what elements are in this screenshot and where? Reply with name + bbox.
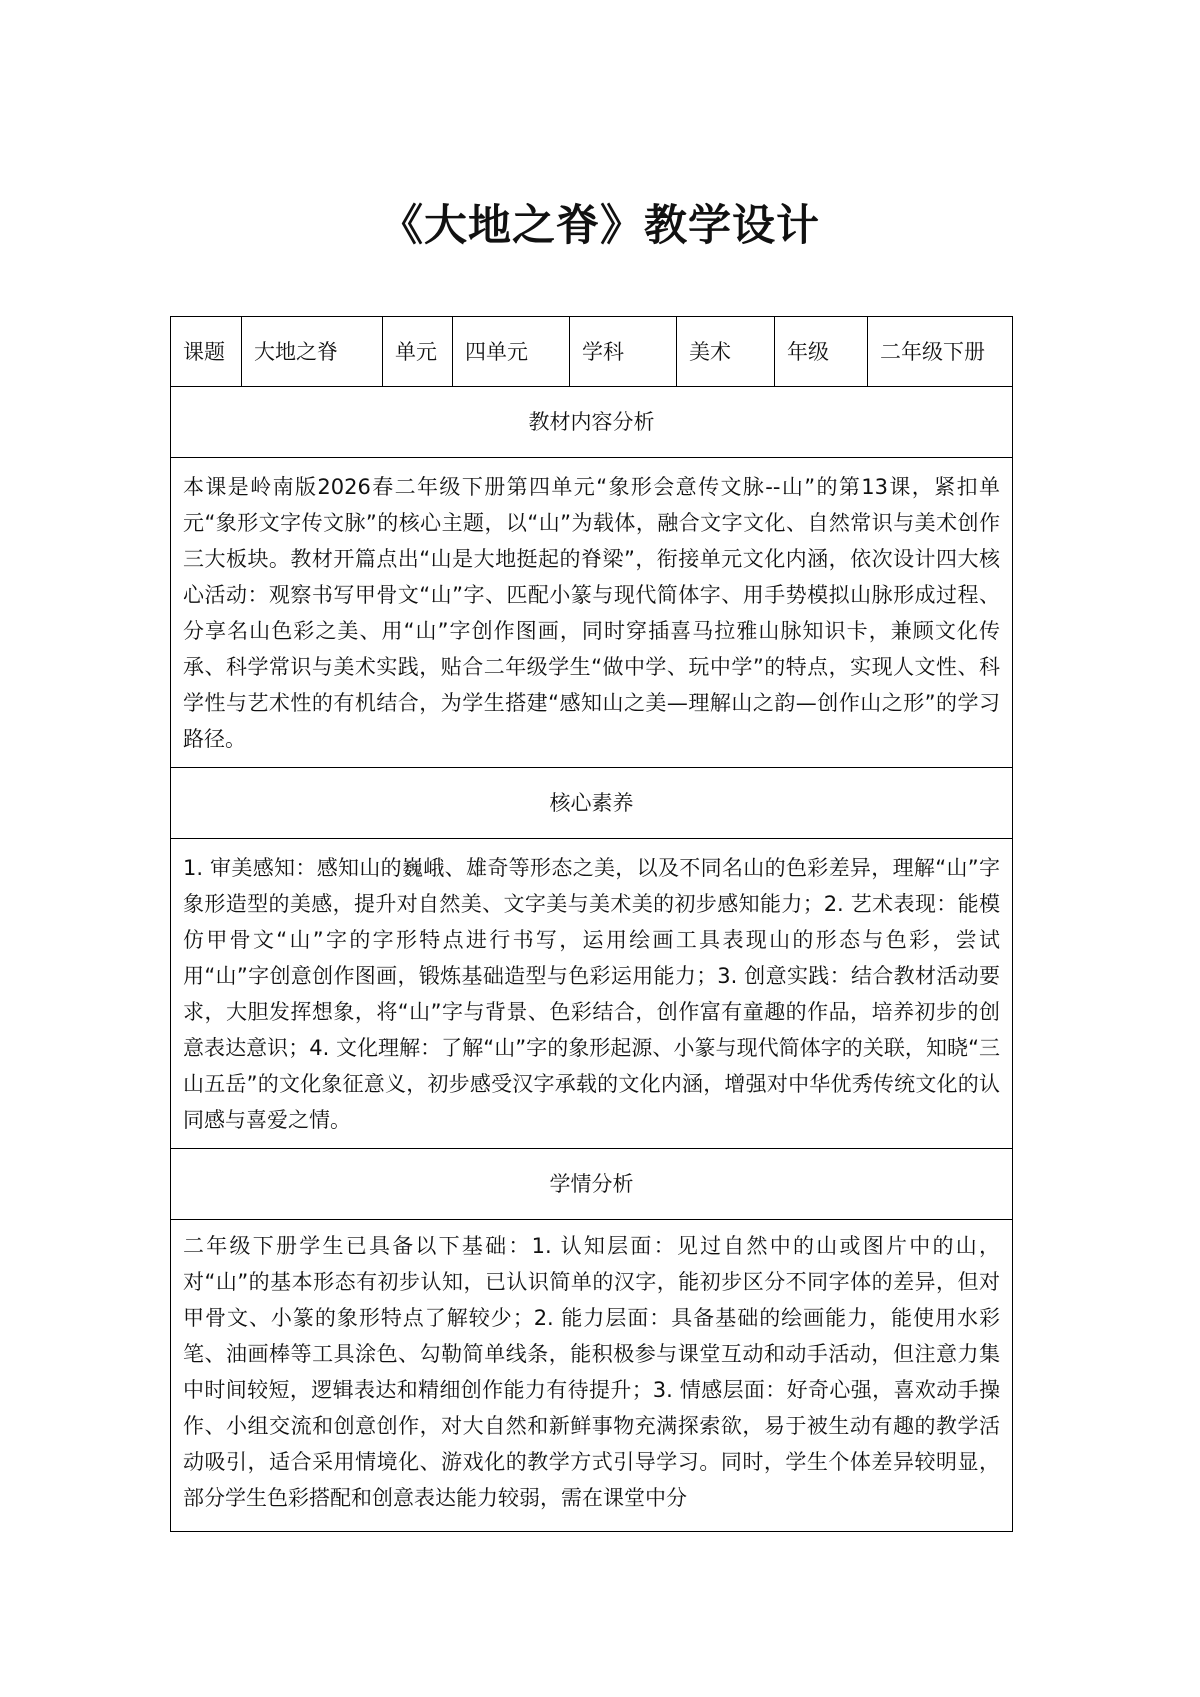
section-header-textbook-analysis <box>171 387 1013 458</box>
subject-value: 美术 <box>677 317 775 387</box>
grade-label: 年级 <box>775 317 868 387</box>
section-body-student-analysis <box>171 1220 1013 1532</box>
unit-label: 单元 <box>383 317 453 387</box>
unit-value: 四单元 <box>453 317 570 387</box>
section-text: 本课是岭南版2026春二年级下册第四单元“象形会意传文脉--山”的第13课，紧扣单元“象形文字传文脉”的核心主题，以“山”为载体，融合文字文化、自然常识与美术创作三大板块。教材开篇点出“山是大地挺起的脊梁”，衔接单元文化内涵，依次设计四大核心活动：观察书写甲骨文“山”字、匹配小篆与现代简体字、用手势模拟山脉形成过程、分享名山色彩之美、用“山”字创作图画，同时穿插喜马拉雅山脉知识卡，兼顾文化传承、科学常识与美术实践，贴合二年级学生“做中学、玩中学”的特点，实现人文性、科学性与艺术性的有机结合，为学生搭建“感知山之美—理解山之韵—创作山之形”的学习路径。 <box>171 458 1013 768</box>
topic-value: 大地之脊 <box>242 317 383 387</box>
section-text: 1. 审美感知：感知山的巍峨、雄奇等形态之美，以及不同名山的色彩差异，理解“山”字象形造型的美感，提升对自然美、文字美与美术美的初步感知能力；2. 艺术表现：能模仿甲骨文“山”字的字形特点进行书写，运用绘画工具表现山的形态与色彩，尝试用“山”字创意创作图画，锻炼基础造型与色彩运用能力；3. 创意实践：结合教材活动要求，大胆发挥想象，将“山”字与背景、色彩结合，创作富有童趣的作品，培养初步的创意表达意识；4. 文化理解：了解“山”字的象形起源、小篆与现代简体字的关联，知晓“三山五岳”的文化象征意义，初步感受汉字承载的文化内涵，增强对中华优秀传统文化的认同感与喜爱之情。 <box>171 839 1013 1149</box>
section-body-textbook-analysis <box>171 458 1013 768</box>
section-heading: 核心素养 <box>171 768 1013 839</box>
lesson-plan-table <box>170 316 1013 1532</box>
section-heading: 学情分析 <box>171 1149 1013 1220</box>
grade-value: 二年级下册 <box>868 317 1013 387</box>
topic-label: 课题 <box>171 317 242 387</box>
subject-label: 学科 <box>570 317 677 387</box>
page-title: 《大地之脊》教学设计 <box>380 201 820 251</box>
section-header-student-analysis <box>171 1149 1013 1220</box>
meta-row <box>171 317 1013 387</box>
section-text: 二年级下册学生已具备以下基础：1. 认知层面：见过自然中的山或图片中的山，对“山”的基本形态有初步认知，已认识简单的汉字，能初步区分不同字体的差异，但对甲骨文、小篆的象形特点了解较少；2. 能力层面：具备基础的绘画能力，能使用水彩笔、油画棒等工具涂色、勾勒简单线条，能积极参与课堂互动和动手活动，但注意力集中时间较短，逻辑表达和精细创作能力有待提升；3. 情感层面：好奇心强，喜欢动手操作、小组交流和创意创作，对大自然和新鲜事物充满探索欲，易于被生动有趣的教学活动吸引，适合采用情境化、游戏化的教学方式引导学习。同时，学生个体差异较明显，部分学生色彩搭配和创意表达能力较弱，需在课堂中分 <box>171 1220 1013 1532</box>
section-body-core-literacy <box>171 839 1013 1149</box>
section-heading: 教材内容分析 <box>171 387 1013 458</box>
section-header-core-literacy <box>171 768 1013 839</box>
